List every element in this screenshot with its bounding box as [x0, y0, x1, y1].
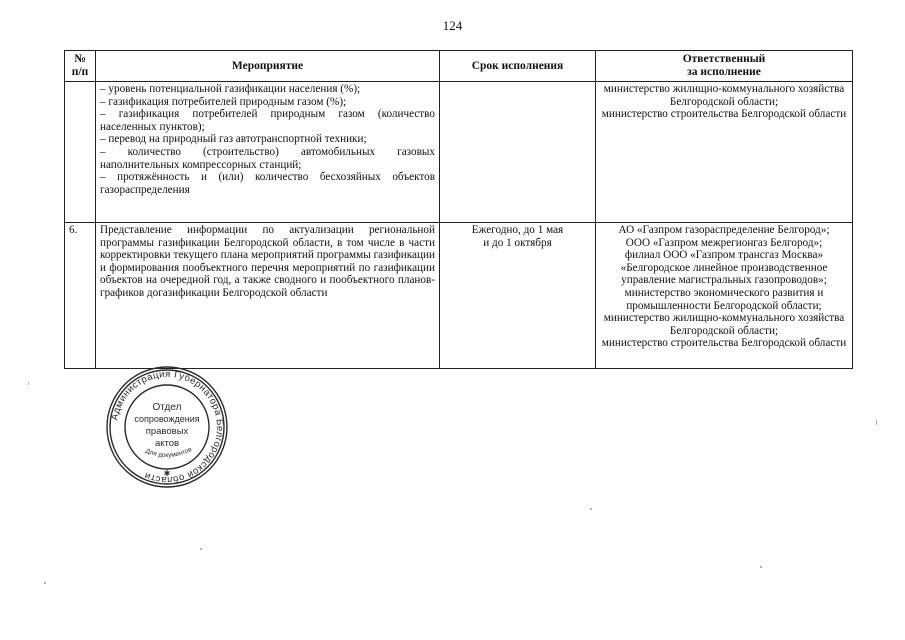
- header-deadline: Срок исполнения: [440, 51, 596, 82]
- table-header-row: [65, 51, 853, 82]
- page-number: 124: [442, 18, 463, 33]
- measures-table: [64, 50, 853, 369]
- stamp-outer-text: Администрация Губернатора Белгородской области: [109, 368, 226, 486]
- deadline-line: и до 1 октября: [483, 236, 552, 249]
- responsible-party: министерство жилищно-коммунального хозяйства Белгородской области;: [603, 83, 845, 108]
- stamp-star-icon: ✱: [163, 469, 171, 478]
- deadline-cell: [440, 82, 596, 223]
- indicator-item: – газификация потребителей природным газом (%);: [100, 95, 347, 108]
- responsible-cell: [596, 223, 853, 369]
- scan-speck: [590, 508, 592, 510]
- indicator-item: – протяжённость и (или) количество бесхозяйных объектов газораспределения: [100, 171, 435, 196]
- deadline-cell: [440, 223, 596, 369]
- responsible-party: ООО «Газпром межрегионгаз Белгород»;: [625, 236, 823, 249]
- stamp-seal: [104, 364, 230, 490]
- indicator-item: – количество (строительство) автомобильных газовых наполнительных компрессорных станций;: [100, 145, 435, 171]
- table-row: [65, 223, 853, 369]
- row-number-cell: 6.: [65, 223, 96, 369]
- department-stamp: [104, 364, 230, 490]
- scan-speck: [760, 566, 762, 568]
- scan-speck: [876, 420, 877, 425]
- event-cell: [96, 82, 440, 223]
- deadline-line: Ежегодно, до 1 мая: [471, 224, 564, 236]
- responsible-party: министерство жилищно-коммунального хозяйства Белгородской области;: [603, 312, 845, 337]
- header-responsible: [596, 51, 853, 82]
- scan-speck: [200, 548, 202, 550]
- responsible-party: филиал ООО «Газпром трансгаз Москва» «Белгородское линейное производственное управление магистральных газопроводов»;: [620, 249, 828, 287]
- header-event: Мероприятие: [96, 51, 440, 82]
- responsible-party: министерство строительства Белгородской области: [601, 108, 847, 121]
- stamp-center-line: Отдел: [152, 402, 182, 413]
- responsible-party: министерство строительства Белгородской области: [601, 337, 847, 350]
- stamp-center-line: правовых: [145, 426, 189, 437]
- stamp-center-line: актов: [154, 438, 180, 449]
- indicator-item: – уровень потенциальной газификации населения (%);: [100, 83, 361, 95]
- row-number-cell: [65, 82, 96, 223]
- header-responsible-line-1: Ответственный: [682, 53, 766, 65]
- header-responsible-line-2: за исполнение: [687, 66, 761, 78]
- event-cell: Представление информации по актуализации региональной программы газификации Белгородской области, в том числе в части корректировки текущего плана мероприятий программы газификации и формирования пообъектного перечня мероприятий по газификации объектов на очередной год, а также сводного и пообъектного планов-графиков догазификации Белгородской области: [96, 223, 440, 369]
- indicator-item: – газификация потребителей природным газом (количество населенных пунктов);: [100, 108, 435, 133]
- scan-speck: [44, 582, 46, 584]
- stamp-center-line: сопровождения: [134, 414, 200, 424]
- scan-speck: [28, 382, 29, 385]
- indicator-item: – перевод на природный газ автотранспортной техники;: [100, 133, 367, 146]
- stamp-bottom-text: Для документов: [144, 446, 193, 460]
- header-number: № п/п: [65, 51, 96, 82]
- responsible-party: министерство экономического развития и промышленности Белгородской области;: [624, 286, 824, 312]
- responsible-party: АО «Газпром газораспределение Белгород»;: [618, 224, 830, 236]
- responsible-cell: [596, 82, 853, 223]
- table-row: [65, 82, 853, 223]
